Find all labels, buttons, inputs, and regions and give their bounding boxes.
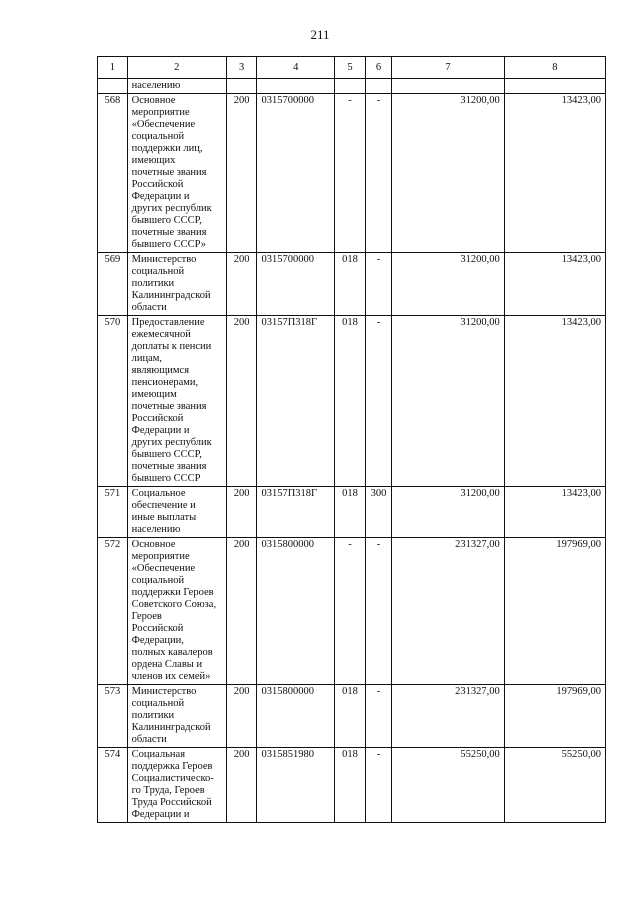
target-code: 03157П318Г [257, 487, 335, 538]
amount-col8: 55250,00 [504, 748, 605, 823]
code-col5: 018 [335, 685, 366, 748]
item-name: Социальная поддержка Героев Социалистическо- го Труда, Героев Труда Российской Федерации и [127, 748, 226, 823]
table-row [98, 79, 606, 94]
amount-col8: 13423,00 [504, 487, 605, 538]
amount-col7: 31200,00 [392, 316, 504, 487]
code-col5: 018 [335, 253, 366, 316]
amount-col7: 31200,00 [392, 94, 504, 253]
amount-col7: 55250,00 [392, 748, 504, 823]
amount-col8 [504, 79, 605, 94]
row-number: 569 [98, 253, 128, 316]
code-col5: 018 [335, 487, 366, 538]
code-col6 [365, 79, 392, 94]
target-code: 0315800000 [257, 685, 335, 748]
row-number: 568 [98, 94, 128, 253]
amount-col8: 13423,00 [504, 253, 605, 316]
code-col5 [335, 79, 366, 94]
code-col6: - [365, 253, 392, 316]
row-number: 572 [98, 538, 128, 685]
table-row [98, 685, 606, 748]
item-name: Министерство социальной политики Калининградской области [127, 685, 226, 748]
code-col6: - [365, 94, 392, 253]
code-col5: 018 [335, 316, 366, 487]
column-header: 6 [365, 57, 392, 79]
code-col5: - [335, 538, 366, 685]
code-col3: 200 [226, 94, 257, 253]
table-row [98, 748, 606, 823]
target-code: 0315700000 [257, 94, 335, 253]
column-header: 8 [504, 57, 605, 79]
column-header: 2 [127, 57, 226, 79]
code-col6: - [365, 316, 392, 487]
code-col6: - [365, 685, 392, 748]
code-col5: 018 [335, 748, 366, 823]
amount-col7: 231327,00 [392, 538, 504, 685]
row-number: 573 [98, 685, 128, 748]
budget-table [97, 56, 606, 823]
code-col6: - [365, 748, 392, 823]
amount-col7: 31200,00 [392, 487, 504, 538]
item-name: Министерство социальной политики Калининградской области [127, 253, 226, 316]
table-row [98, 487, 606, 538]
table-row [98, 253, 606, 316]
column-header: 4 [257, 57, 335, 79]
target-code: 03157П318Г [257, 316, 335, 487]
amount-col7 [392, 79, 504, 94]
row-number [98, 79, 128, 94]
item-name: населению [127, 79, 226, 94]
code-col3: 200 [226, 253, 257, 316]
code-col3: 200 [226, 685, 257, 748]
target-code: 0315800000 [257, 538, 335, 685]
code-col6: - [365, 538, 392, 685]
column-header: 3 [226, 57, 257, 79]
code-col3: 200 [226, 316, 257, 487]
amount-col8: 13423,00 [504, 316, 605, 487]
item-name: Предоставление ежемесячной доплаты к пенсии лицам, являющимся пенсионерами, имеющим почетные звания Российской Федерации и других республик бывшего СССР, почетные звания бывшего СССР [127, 316, 226, 487]
column-header: 7 [392, 57, 504, 79]
code-col6: 300 [365, 487, 392, 538]
table-row [98, 538, 606, 685]
code-col3: 200 [226, 748, 257, 823]
amount-col8: 197969,00 [504, 685, 605, 748]
amount-col8: 197969,00 [504, 538, 605, 685]
amount-col7: 31200,00 [392, 253, 504, 316]
target-code [257, 79, 335, 94]
code-col3: 200 [226, 487, 257, 538]
amount-col7: 231327,00 [392, 685, 504, 748]
target-code: 0315851980 [257, 748, 335, 823]
row-number: 574 [98, 748, 128, 823]
row-number: 570 [98, 316, 128, 487]
target-code: 0315700000 [257, 253, 335, 316]
column-header: 5 [335, 57, 366, 79]
page-number: 211 [310, 27, 330, 42]
table-row [98, 94, 606, 253]
table-header-row [98, 57, 606, 79]
column-header: 1 [98, 57, 128, 79]
code-col3: 200 [226, 538, 257, 685]
item-name: Основное мероприятие «Обеспечение социальной поддержки Героев Советского Союза, Героев Российской Федерации, полных кавалеров ордена Славы и членов их семей» [127, 538, 226, 685]
code-col5: - [335, 94, 366, 253]
amount-col8: 13423,00 [504, 94, 605, 253]
item-name: Социальное обеспечение и иные выплаты населению [127, 487, 226, 538]
table-row [98, 316, 606, 487]
row-number: 571 [98, 487, 128, 538]
item-name: Основное мероприятие «Обеспечение социальной поддержки лиц, имеющих почетные звания Российской Федерации и других республик бывшего СССР, почетные звания бывшего СССР» [127, 94, 226, 253]
code-col3 [226, 79, 257, 94]
